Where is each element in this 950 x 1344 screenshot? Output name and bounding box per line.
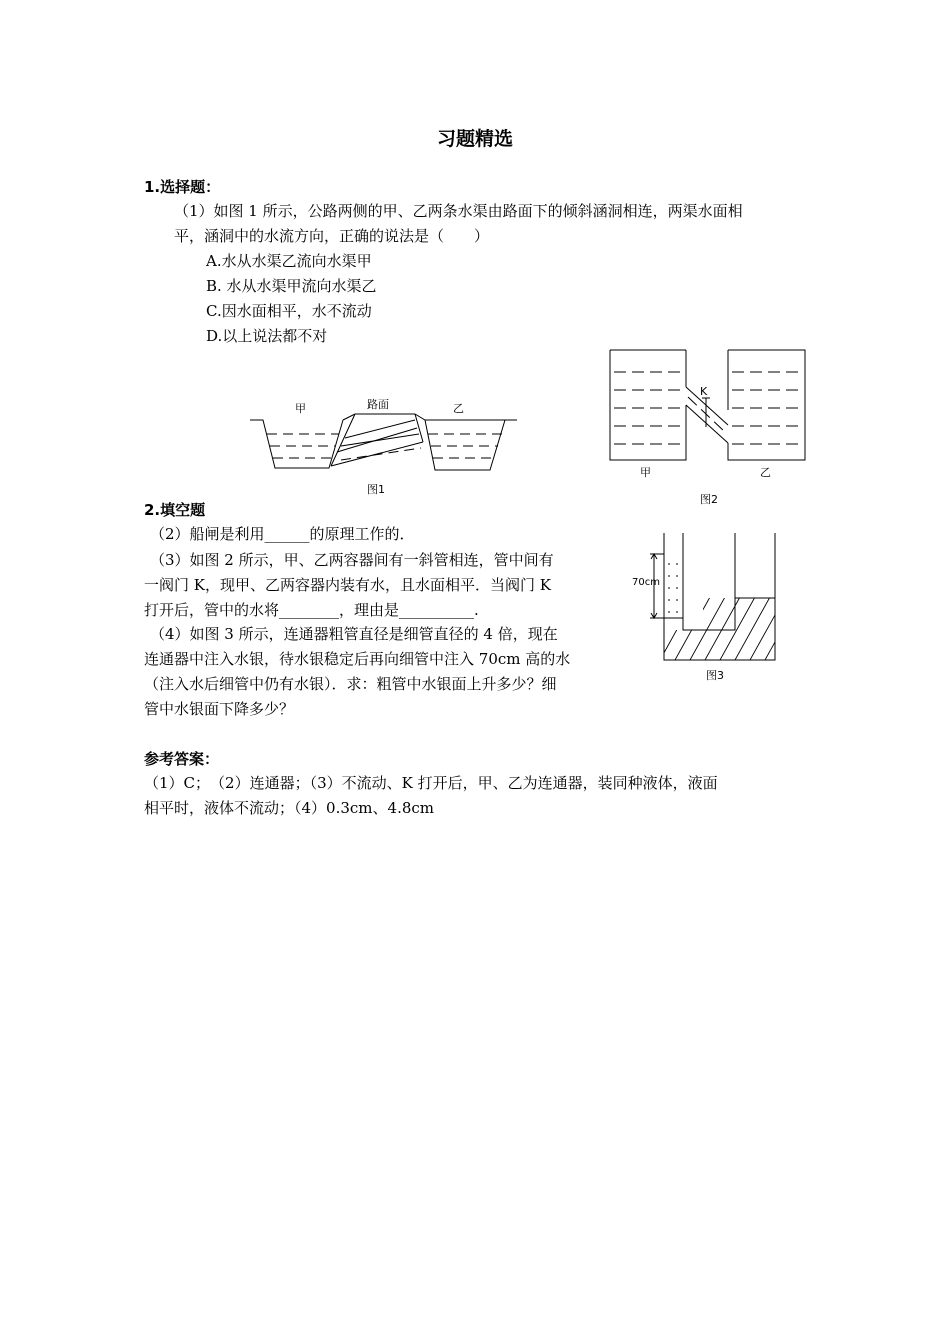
- fig2-label-right: 乙: [760, 466, 771, 479]
- page-title: 习题精选: [436, 128, 513, 150]
- q2-text: （2）船闸是利用______的原理工作的．: [150, 525, 415, 543]
- fig2-label-valve: K: [700, 385, 708, 398]
- answers-heading: 参考答案：: [144, 750, 220, 768]
- option-d: D.以上说法都不对: [206, 327, 328, 345]
- fig1-label-road: 路面: [367, 398, 389, 411]
- figure-1: [245, 390, 525, 500]
- option-c: C.因水面相平，水不流动: [206, 302, 372, 320]
- fig2-caption: 图2: [700, 493, 718, 506]
- q4-line1: （4）如图 3 所示，连通器粗管直径是细管直径的 4 倍，现在: [150, 625, 558, 643]
- option-b: B. 水从水渠甲流向水渠乙: [206, 277, 377, 295]
- answers-line2: 相平时，液体不流动；（4）0.3cm、4.8cm: [144, 799, 435, 817]
- option-a: A.水从水渠乙流向水渠甲: [206, 252, 372, 270]
- fig2-label-left: 甲: [640, 466, 651, 479]
- answers-line1: （1）C； （2）连通器；（3）不流动、K 打开后，甲、乙为连通器，装同种液体，液面: [144, 774, 718, 792]
- q3-line1: （3）如图 2 所示，甲、乙两容器间有一斜管相连，管中间有: [150, 551, 554, 569]
- figure-2: [600, 345, 815, 510]
- q3-line3: 打开后，管中的水将________，理由是__________.: [144, 601, 479, 619]
- q1-line2: 平，涵洞中的水流方向，正确的说法是（ ）: [174, 227, 490, 245]
- figure-3: [630, 528, 790, 688]
- fig1-label-right: 乙: [453, 402, 464, 415]
- section2-heading: 2.填空题: [144, 501, 206, 519]
- q4-line3: （注入水后细管中仍有水银）．求：粗管中水银面上升多少？细: [144, 675, 557, 693]
- fig1-label-left: 甲: [295, 402, 306, 415]
- q1-line1: （1）如图 1 所示，公路两侧的甲、乙两条水渠由路面下的倾斜涵洞相连，两渠水面相: [174, 202, 743, 220]
- q4-line2: 连通器中注入水银，待水银稳定后再向细管中注入 70cm 高的水: [144, 650, 571, 668]
- q4-line4: 管中水银面下降多少？: [144, 700, 295, 718]
- section1-heading: 1.选择题：: [144, 178, 221, 196]
- fig3-caption: 图3: [706, 669, 724, 682]
- fig3-label-height: 70cm: [632, 577, 660, 588]
- fig1-caption: 图1: [367, 483, 385, 496]
- q3-line2: 一阀门 K，现甲、乙两容器内装有水，且水面相平．当阀门 K: [144, 576, 551, 594]
